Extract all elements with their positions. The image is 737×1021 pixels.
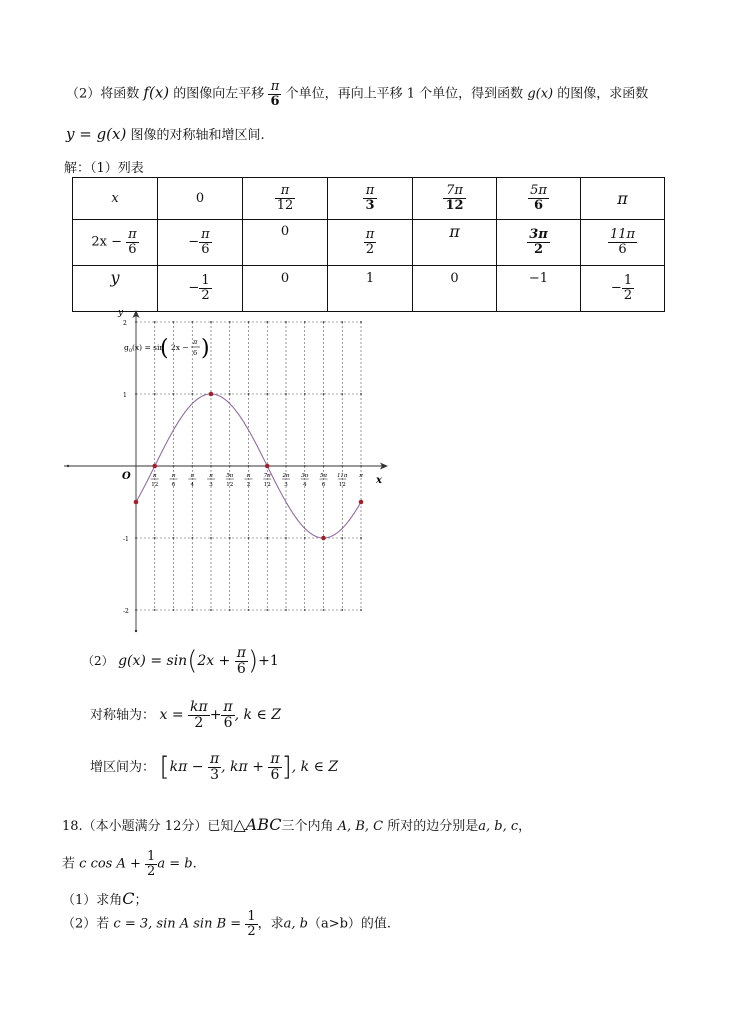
grid-dot xyxy=(341,393,343,395)
q18-head: 18.（本小题满分 12分）已知 xyxy=(62,819,234,834)
x-tick-label: 3π xyxy=(301,473,309,479)
x-tick-label-den: 4 xyxy=(303,482,307,488)
increase-a: kπ − xyxy=(169,759,204,776)
table-cell: − $\frac{1}{2}$ xyxy=(581,266,665,312)
part2-gx: g(x) xyxy=(527,86,554,102)
q18-condition xyxy=(62,850,197,878)
table-row-arg xyxy=(73,220,665,266)
increase-label: 增区间为： xyxy=(90,760,156,776)
grid-dot xyxy=(154,393,156,395)
grid-dot xyxy=(304,321,306,323)
grid-dot xyxy=(266,321,268,323)
table-cell: π xyxy=(581,178,665,220)
x-tick-label: π xyxy=(190,473,195,479)
part2-line2 xyxy=(66,124,265,143)
answer2-increase: 增区间为： [kπ − $\frac{\pi}{3}$ , kπ + $\frac{\pi}{6}$ ], k ∈ Z xyxy=(90,751,339,783)
x-tick-label: 5π xyxy=(226,473,234,479)
y-tick-label: 2 xyxy=(123,320,127,327)
x-tick-label: π xyxy=(209,473,213,479)
key-point xyxy=(152,464,157,469)
table-cell: − $\frac{1}{2}$ xyxy=(158,266,243,312)
grid-dot xyxy=(191,321,193,323)
answer2-arg: 2x + xyxy=(197,653,231,670)
svg-text:g0(x) = sin: $g_0(x) = \sin$ xyxy=(124,343,165,354)
answer2-tail: +1 xyxy=(258,653,279,670)
grid-dot xyxy=(210,321,212,323)
x-tick-label: 11π xyxy=(336,473,348,479)
grid-dot xyxy=(210,609,212,611)
table-header-y: y xyxy=(73,266,158,312)
answer2-label: （2） xyxy=(82,654,114,669)
increase-tail: , k ∈ Z xyxy=(291,759,339,776)
axis-fraction-c: $\frac{\pi}{6}$ xyxy=(223,699,233,731)
x-tick-label: π xyxy=(359,473,363,479)
grid-dot xyxy=(285,393,287,395)
x-tick-label-den: 3 xyxy=(209,482,213,488)
x-tick-dot xyxy=(229,465,231,467)
q18-sub2 xyxy=(62,910,391,938)
grid-dot xyxy=(304,609,306,611)
q18-line1 xyxy=(62,815,531,834)
x-tick-dot xyxy=(304,465,306,467)
q18-sub2-pre: （2）若 xyxy=(62,916,110,932)
x-axis-label: x xyxy=(376,475,382,486)
q18-sub2-vars: a, b xyxy=(283,916,308,932)
x-tick-label-den: 4 xyxy=(190,482,194,488)
q18-sub2-c: （a>b）的值. xyxy=(307,916,392,932)
grid-dot xyxy=(323,609,325,611)
grid-dot xyxy=(341,609,343,611)
key-point xyxy=(134,500,139,505)
increase-fraction-b: $\frac{\pi}{6}$ xyxy=(270,751,280,783)
answer2-gx: g(x) = sin xyxy=(118,653,188,670)
x-tick-dot xyxy=(173,465,175,467)
x-tick-label-den: 12 xyxy=(338,482,346,488)
key-point xyxy=(321,536,326,541)
grid-dot xyxy=(173,321,175,323)
q18-cond-fraction: $\frac{1}{2}$ xyxy=(147,849,156,879)
table-cell: $\frac{7\pi}{12}$ xyxy=(413,178,497,220)
table-header-arg: 2x − $\frac{\pi}{6}$ xyxy=(73,220,158,266)
grid-dot xyxy=(360,321,362,323)
grid-dot xyxy=(341,321,343,323)
q18-sub2-b: ，求 xyxy=(257,916,284,932)
q18-sub1-end: ； xyxy=(134,893,148,908)
grid-dot xyxy=(173,537,175,539)
q18-cond-pre: 若 xyxy=(62,856,76,872)
axis-fraction-k: $\frac{k\pi}{2}$ xyxy=(190,699,208,731)
axis-plus: + xyxy=(209,707,222,724)
part2-label: （2）将函数 xyxy=(66,86,140,102)
key-point xyxy=(359,500,364,505)
q18-triangle: △ABC xyxy=(233,815,282,834)
table-cell: π xyxy=(413,220,497,266)
y-axis-label: y xyxy=(118,308,124,318)
x-tick-dot xyxy=(341,465,343,467)
grid-dot xyxy=(248,609,250,611)
graph-legend xyxy=(124,336,210,361)
x-tick-label-den: 3 xyxy=(284,482,288,488)
grid-dot xyxy=(285,537,287,539)
key-point xyxy=(209,392,214,397)
table-cell: 0 xyxy=(243,266,328,312)
q18-sub2-a: c = 3, sin A sin B = xyxy=(113,916,242,932)
svg-text:(: ( xyxy=(160,336,169,361)
x-tick-dot xyxy=(248,465,250,467)
grid-dot xyxy=(266,537,268,539)
answer2-fraction: $\frac{\pi}{6}$ xyxy=(236,645,246,677)
origin-label: O xyxy=(122,471,131,482)
svg-text:): ) xyxy=(201,336,210,361)
x-tick-label: π xyxy=(152,473,157,479)
q18-cond-b: a = b xyxy=(157,856,193,872)
grid-dot xyxy=(248,393,250,395)
svg-text:π: π xyxy=(193,338,198,346)
q18-cond-a: c cos A + xyxy=(79,856,141,872)
x-tick-label-den: 12 xyxy=(151,482,159,488)
grid-dot xyxy=(323,393,325,395)
x-tick-dot xyxy=(191,465,193,467)
table-cell: $\frac{\pi}{3}$ xyxy=(328,178,413,220)
x-tick-label-den: 6 xyxy=(171,482,176,488)
grid-dot xyxy=(360,393,362,395)
axis-lhs: x = xyxy=(159,707,184,724)
grid-dot xyxy=(304,393,306,395)
axis-tail: , k ∈ Z xyxy=(234,707,281,724)
table-cell: 1 xyxy=(328,266,413,312)
table-cell: 0 xyxy=(158,178,243,220)
table-row-x xyxy=(73,178,665,220)
grid-dot xyxy=(323,321,325,323)
part2-fx: f(x) xyxy=(143,83,170,102)
grid-dot xyxy=(360,609,362,611)
x-tick-label: 5π xyxy=(319,473,328,479)
grid-dot xyxy=(229,393,231,395)
table-cell: $\frac{11\pi}{6}$ xyxy=(581,220,665,266)
x-tick-label-den: 12 xyxy=(226,482,234,488)
table-header-x: x xyxy=(73,178,158,220)
grid-dot xyxy=(191,537,193,539)
grid-dot xyxy=(285,321,287,323)
q18-sub2-fraction: $\frac{1}{2}$ xyxy=(247,909,256,939)
q18-end: ， xyxy=(518,819,532,834)
x-tick-label-den: 2 xyxy=(246,482,251,488)
grid-dot xyxy=(285,609,287,611)
svg-text:6: 6 xyxy=(193,349,198,357)
grid-dot xyxy=(266,393,268,395)
x-tick-label: 7π xyxy=(263,473,271,479)
grid-dot xyxy=(210,537,212,539)
grid-dot xyxy=(154,609,156,611)
part2-text1: 的图像向左平移 xyxy=(173,86,265,102)
grid-dot xyxy=(248,321,250,323)
grid-dot xyxy=(191,393,193,395)
x-tick-dot xyxy=(323,465,325,467)
grid-dot xyxy=(248,537,250,539)
grid-dot xyxy=(173,609,175,611)
grid-dot xyxy=(304,537,306,539)
q18-sub1-pre: （1）求角 xyxy=(62,893,123,908)
y-tick-label: -1 xyxy=(123,536,129,543)
table-cell: $\frac{5\pi}{6}$ xyxy=(497,178,581,220)
y-tick-label: 1 xyxy=(123,392,127,399)
grid-dot xyxy=(173,393,175,395)
x-tick-dot xyxy=(210,465,212,467)
grid-dot xyxy=(229,609,231,611)
x-tick-label-den: 12 xyxy=(263,482,271,488)
table-cell: 0 xyxy=(413,266,497,312)
increase-fraction-a: $\frac{\pi}{3}$ xyxy=(209,751,220,783)
value-table xyxy=(72,177,665,312)
grid-dot xyxy=(360,537,362,539)
q18-sub1 xyxy=(62,889,148,908)
sine-graph xyxy=(60,305,400,635)
grid-dot xyxy=(154,537,156,539)
y-axis-bottom-end xyxy=(135,630,137,632)
grid-dot xyxy=(266,609,268,611)
x-tick-label: 2π xyxy=(282,473,290,479)
axis-label: 对称轴为： xyxy=(90,708,156,724)
x-tick-dot xyxy=(360,465,362,467)
q18-mid2: 所对的边分别是 xyxy=(387,819,479,834)
q18-angles: A, B, C xyxy=(337,819,384,834)
x-tick-label: π xyxy=(246,473,251,479)
svg-text:2x −: 2x − xyxy=(171,343,189,352)
q18-sub1-var: C xyxy=(122,889,135,908)
q18-sides: a, b, c xyxy=(478,819,519,834)
x-tick-label-den: 6 xyxy=(321,482,326,488)
grid-dot xyxy=(229,321,231,323)
table-cell: $\frac{\pi}{2}$ xyxy=(328,220,413,266)
part2-line1 xyxy=(66,80,648,108)
part2-shift-fraction: $\frac{\pi}{6}$ xyxy=(270,79,280,109)
key-point xyxy=(265,464,270,469)
x-tick-dot xyxy=(285,465,287,467)
table-cell: − $\frac{\pi}{6}$ xyxy=(158,220,243,266)
table-cell: $\frac{\pi}{12}$ xyxy=(243,178,328,220)
grid-dot xyxy=(341,537,343,539)
solution-intro: 解：（1）列表 xyxy=(64,161,144,176)
answer2-formula: （2） g(x) = sin(2x + $\frac{\pi}{6}$ )+1 xyxy=(82,645,279,677)
answer2-axis xyxy=(90,700,281,730)
grid-dot xyxy=(229,537,231,539)
part2-line2-text: 图像的对称轴和增区间. xyxy=(130,128,265,143)
table-cell: 0 xyxy=(243,220,328,266)
q18-cond-end: . xyxy=(192,856,197,872)
table-cell: −1 xyxy=(497,266,581,312)
part2-text2: 个单位，再向上平移 1 个单位，得到函数 xyxy=(285,86,524,102)
increase-b: , kπ + xyxy=(221,759,264,776)
x-tick-label: π xyxy=(171,473,176,479)
x-axis-left-end xyxy=(67,465,69,467)
part2-y-eq-gx: y = g(x) xyxy=(66,125,127,143)
y-tick-label: -2 xyxy=(123,608,129,615)
grid-dot xyxy=(154,321,156,323)
table-cell: $\frac{3\pi}{2}$ xyxy=(497,220,581,266)
part2-text3: 的图像，求函数 xyxy=(557,86,649,102)
grid-dot xyxy=(191,609,193,611)
q18-mid: 三个内角 xyxy=(281,819,334,834)
